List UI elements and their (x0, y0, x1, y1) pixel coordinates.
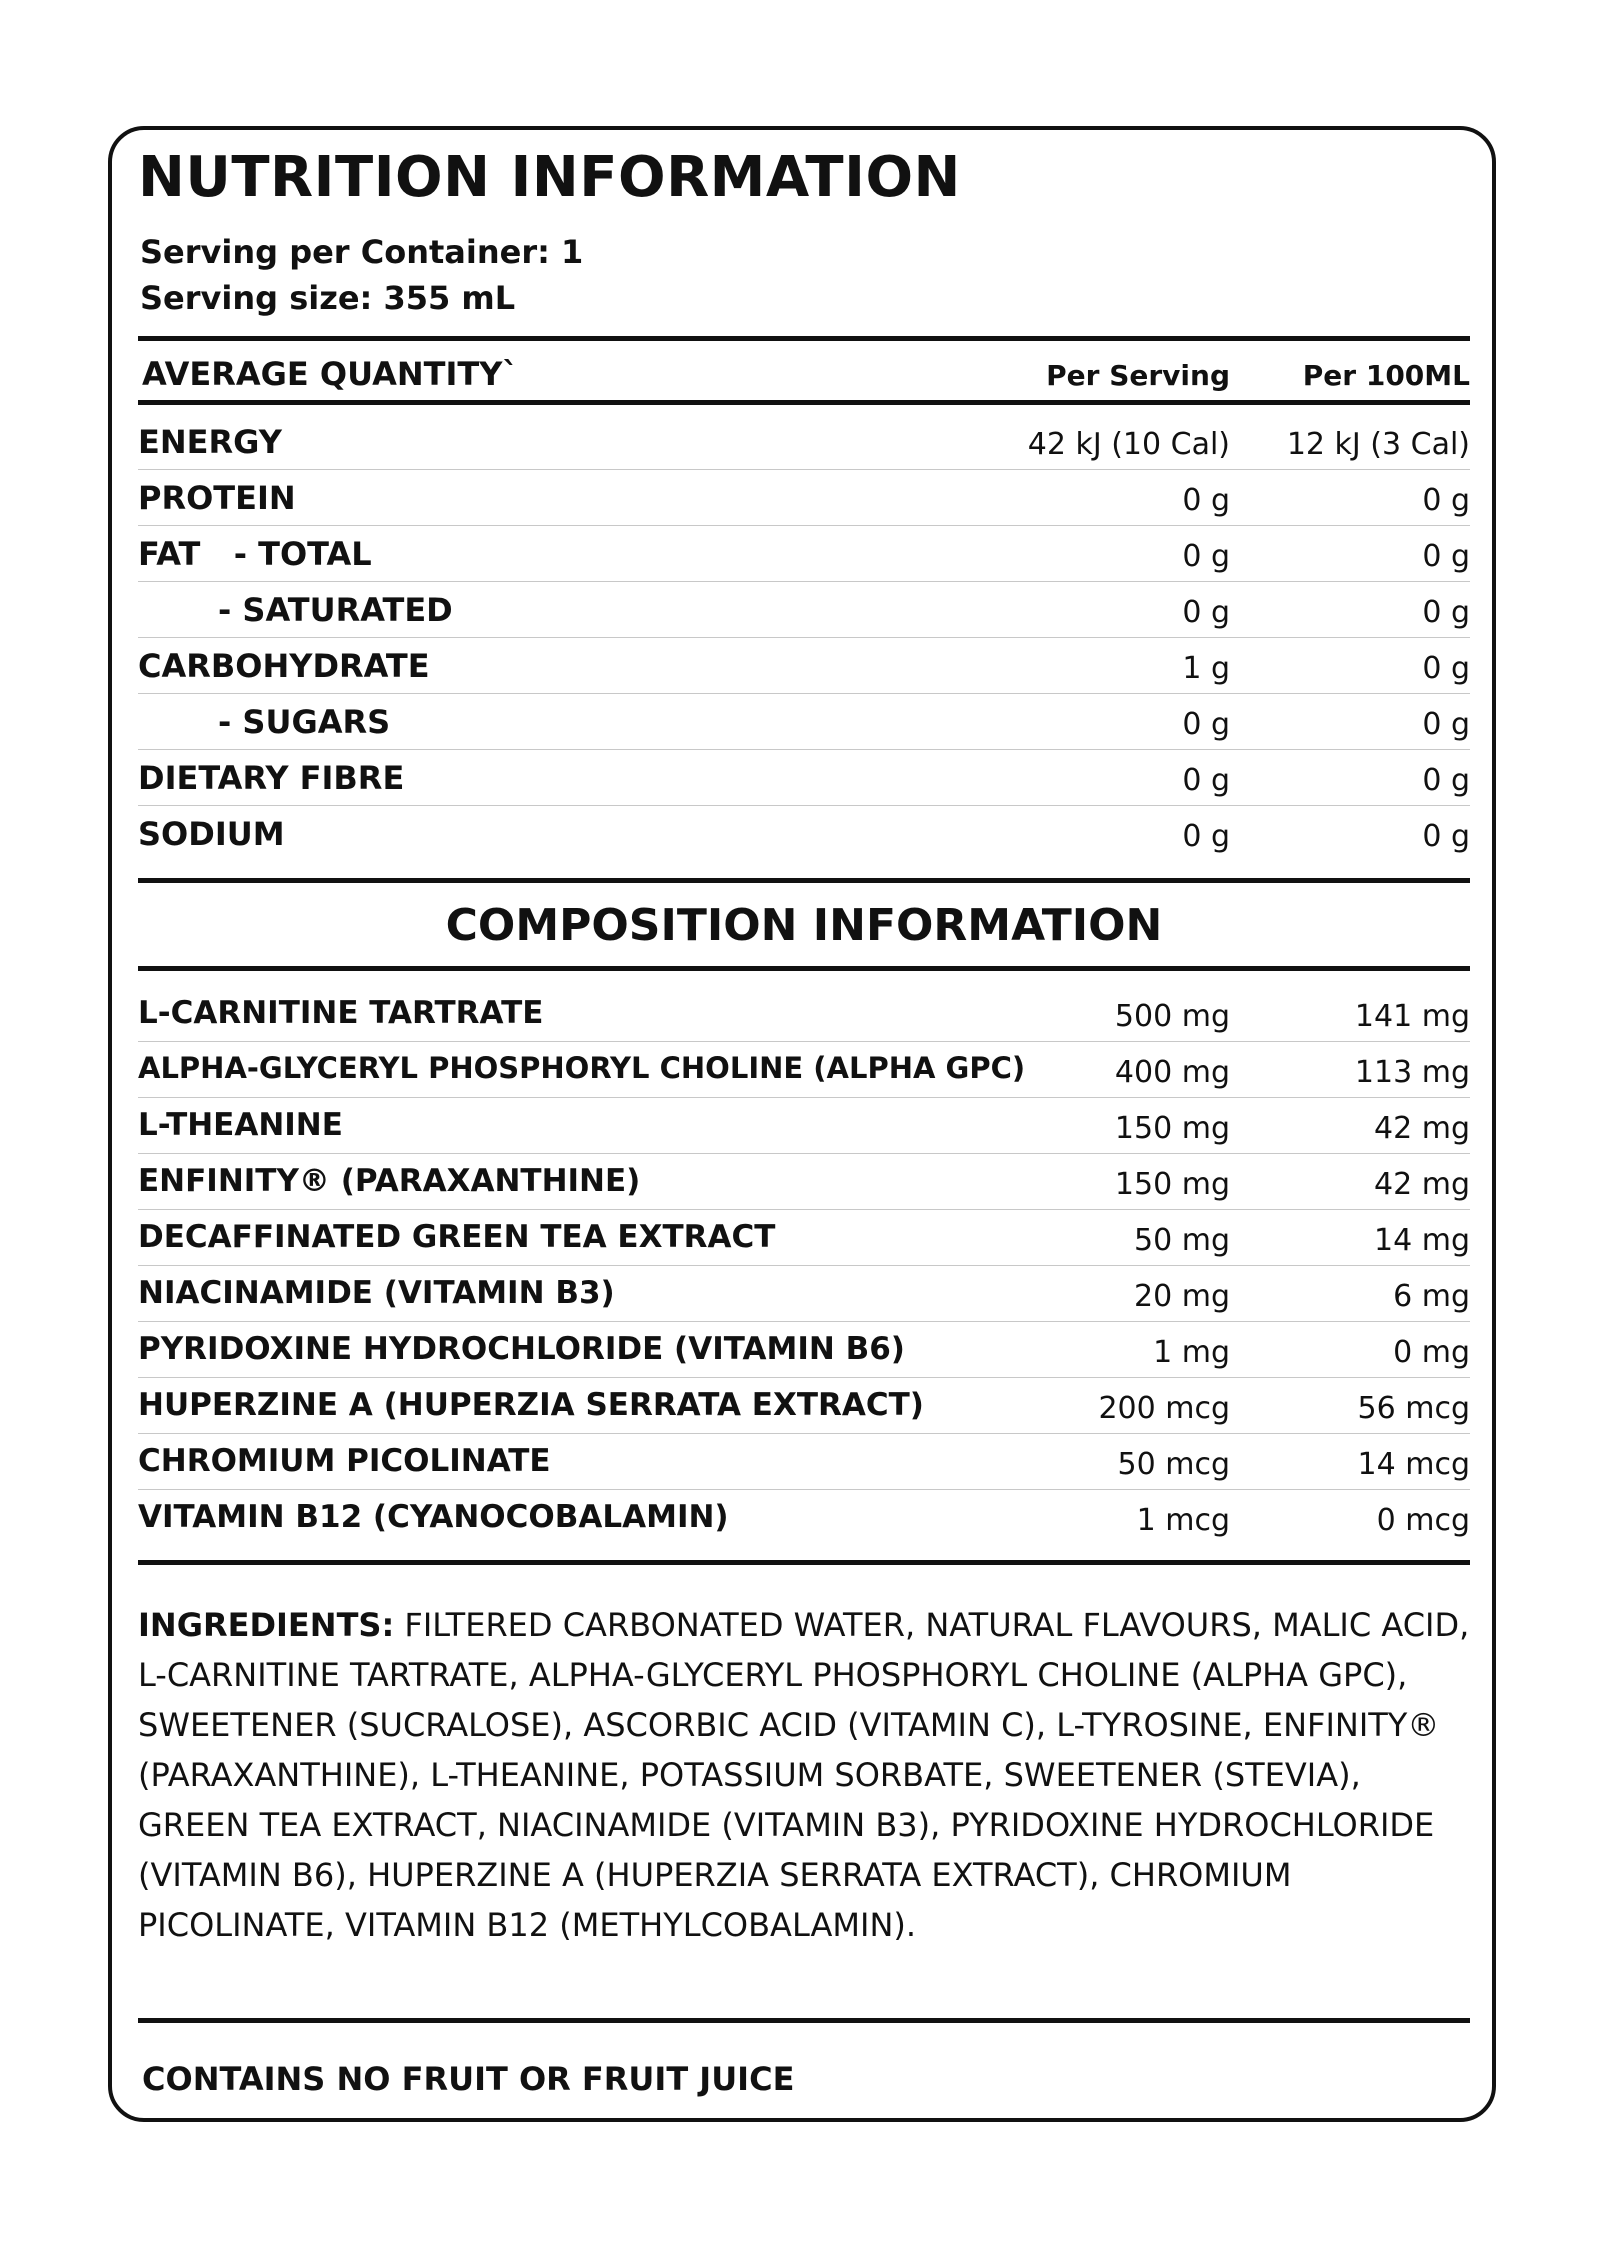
per-serving-value: 0 g (1182, 483, 1230, 518)
row-label: CARBOHYDRATE (138, 647, 430, 685)
header-bottom-rule (138, 400, 1470, 405)
row-label: HUPERZINE A (HUPERZIA SERRATA EXTRACT) (138, 1387, 924, 1423)
per-100ml-value: 14 mcg (1357, 1447, 1470, 1482)
nutrition-row (138, 582, 1470, 638)
row-label: CHROMIUM PICOLINATE (138, 1443, 551, 1479)
footer-top-rule (138, 2018, 1470, 2023)
row-label: - SATURATED (218, 591, 453, 629)
composition-row (138, 1266, 1470, 1322)
per-serving-value: 150 mg (1114, 1111, 1230, 1146)
row-label: ENERGY (138, 423, 282, 461)
per-serving-value: 1 mcg (1136, 1503, 1230, 1538)
per-serving-value: 0 g (1182, 707, 1230, 742)
row-label: NIACINAMIDE (VITAMIN B3) (138, 1275, 615, 1311)
composition-row (138, 1378, 1470, 1434)
footer-note: CONTAINS NO FRUIT OR FRUIT JUICE (142, 2060, 795, 2098)
per-100ml-value: 12 kJ (3 Cal) (1286, 427, 1470, 462)
per-serving-value: 0 g (1182, 539, 1230, 574)
composition-title: COMPOSITION INFORMATION (445, 900, 1163, 951)
page-title: NUTRITION INFORMATION (138, 145, 961, 210)
per-100ml-value: 0 g (1422, 819, 1470, 854)
nutrition-row (138, 750, 1470, 806)
per-100ml-value: 14 mg (1374, 1223, 1470, 1258)
per-100ml-value: 0 g (1422, 595, 1470, 630)
per-100ml-value: 0 mcg (1376, 1503, 1470, 1538)
per-serving-value: 500 mg (1114, 999, 1230, 1034)
header-top-rule (138, 336, 1470, 341)
per-serving-value: 42 kJ (10 Cal) (1027, 427, 1230, 462)
ingredients-block (138, 1600, 1470, 1950)
ingredients-text: FILTERED CARBONATED WATER, NATURAL FLAVOURS, MALIC ACID, L-CARNITINE TARTRATE, ALPHA-GLYCERYL PHOSPHORYL CHOLINE (ALPHA GPC), SWEETENER (SUCRALOSE), ASCORBIC ACID (VITAMIN C), L-TYROSINE, ENFINITY® (PARAXANTHINE), L-THEANINE, POTASSIUM SORBATE, SWEETENER (STEVIA), GREEN TEA EXTRACT, NIACINAMIDE (VITAMIN B3), PYRIDOXINE HYDROCHLORIDE (VITAMIN B6), HUPERZINE A (HUPERZIA SERRATA EXTRACT), CHROMIUM PICOLINATE, VITAMIN B12 (METHYLCOBALAMIN). (138, 1606, 1470, 1944)
composition-row (138, 1154, 1470, 1210)
row-label: L-THEANINE (138, 1107, 343, 1143)
composition-row (138, 1042, 1470, 1098)
per-100ml-value: 56 mcg (1357, 1391, 1470, 1426)
row-label: VITAMIN B12 (CYANOCOBALAMIN) (138, 1499, 729, 1535)
row-label: ENFINITY® (PARAXANTHINE) (138, 1163, 641, 1199)
nutrition-row (138, 526, 1470, 582)
per-100ml-value: 113 mg (1354, 1055, 1470, 1090)
per-100ml-value: 0 mg (1393, 1335, 1470, 1370)
row-label: SODIUM (138, 815, 285, 853)
composition-row (138, 986, 1470, 1042)
per-100ml-value: 0 g (1422, 483, 1470, 518)
per-100ml-value: 0 g (1422, 539, 1470, 574)
row-label: DECAFFINATED GREEN TEA EXTRACT (138, 1219, 776, 1255)
per-100ml-value: 141 mg (1354, 999, 1470, 1034)
row-label: FAT - TOTAL (138, 535, 372, 573)
ingredients-label: INGREDIENTS: (138, 1606, 395, 1644)
nutrition-row (138, 694, 1470, 750)
per-serving-value: 20 mg (1134, 1279, 1230, 1314)
nutrition-row (138, 414, 1470, 470)
table-header-per-serving: Per Serving (1046, 359, 1230, 392)
per-serving-value: 1 mg (1153, 1335, 1230, 1370)
per-serving-value: 150 mg (1114, 1167, 1230, 1202)
per-100ml-value: 42 mg (1374, 1111, 1470, 1146)
per-serving-value: 0 g (1182, 819, 1230, 854)
composition-row (138, 1210, 1470, 1266)
nutrition-bottom-rule (138, 878, 1470, 883)
serving-per-container: Serving per Container: 1 (140, 233, 584, 271)
row-label: ALPHA-GLYCERYL PHOSPHORYL CHOLINE (ALPHA GPC) (138, 1051, 1026, 1085)
per-100ml-value: 0 g (1422, 707, 1470, 742)
serving-size: Serving size: 355 mL (140, 279, 516, 317)
per-serving-value: 1 g (1182, 651, 1230, 686)
per-serving-value: 0 g (1182, 763, 1230, 798)
composition-row (138, 1098, 1470, 1154)
composition-top-rule (138, 966, 1470, 971)
per-100ml-value: 0 g (1422, 651, 1470, 686)
row-label: PYRIDOXINE HYDROCHLORIDE (VITAMIN B6) (138, 1331, 905, 1367)
nutrition-row (138, 806, 1470, 862)
row-label: L-CARNITINE TARTRATE (138, 995, 544, 1031)
composition-row (138, 1490, 1470, 1546)
per-100ml-value: 6 mg (1393, 1279, 1470, 1314)
nutrition-row (138, 638, 1470, 694)
row-label: - SUGARS (218, 703, 391, 741)
row-label: DIETARY FIBRE (138, 759, 405, 797)
nutrition-row (138, 470, 1470, 526)
table-header-per-100ml: Per 100ML (1302, 359, 1470, 392)
per-serving-value: 200 mcg (1098, 1391, 1230, 1426)
composition-bottom-rule (138, 1560, 1470, 1565)
per-100ml-value: 0 g (1422, 763, 1470, 798)
per-100ml-value: 42 mg (1374, 1167, 1470, 1202)
per-serving-value: 50 mg (1134, 1223, 1230, 1258)
table-header-label: AVERAGE QUANTITY` (142, 355, 519, 393)
per-serving-value: 400 mg (1114, 1055, 1230, 1090)
per-serving-value: 0 g (1182, 595, 1230, 630)
per-serving-value: 50 mcg (1117, 1447, 1230, 1482)
composition-row (138, 1322, 1470, 1378)
composition-row (138, 1434, 1470, 1490)
row-label: PROTEIN (138, 479, 296, 517)
